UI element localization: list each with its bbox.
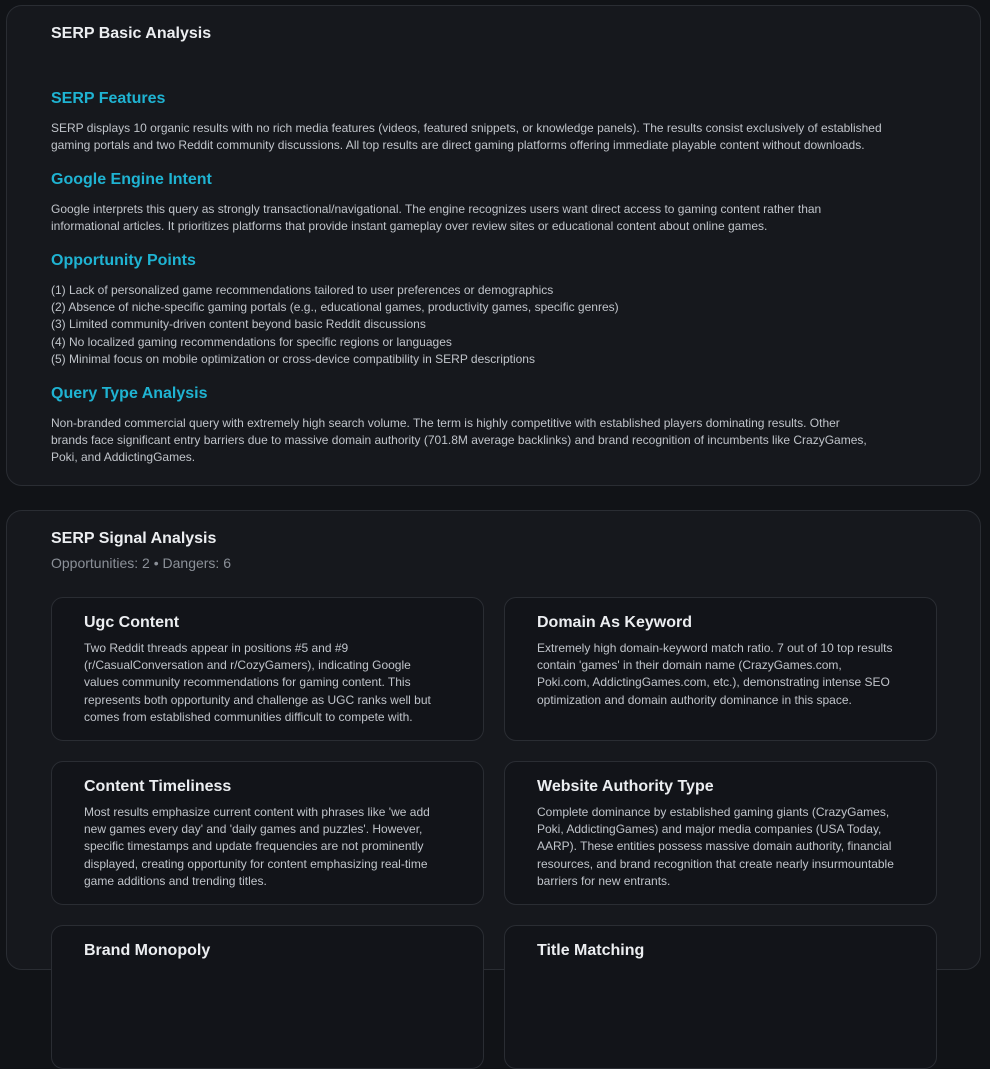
signal-counts-subtitle: Opportunities: 2 • Dangers: 6	[51, 555, 231, 571]
text-line: Complete dominance by established gaming giants (CrazyGames,	[537, 805, 890, 819]
serp-basic-analysis-panel	[6, 5, 981, 486]
text-line: displayed, creating opportunity for content emphasizing real-time	[84, 856, 428, 871]
card-title: Title Matching	[537, 942, 645, 959]
text-line: Most results emphasize current content with phrases like 'we add	[84, 805, 430, 819]
list-item: (2) Absence of niche-specific gaming portals (e.g., educational games, productivity games, specific genres)	[51, 300, 619, 315]
card-body	[84, 640, 464, 726]
signal-card-website-authority-type	[504, 761, 937, 905]
text-line: Google interprets this query as strongly transactional/navigational. The engine recognizes users want direct access to gaming content rather than	[51, 202, 822, 216]
text-line: informational articles. It prioritizes platforms that provide instant gameplay over review sites or educational content about online games.	[51, 219, 768, 234]
serp-signal-analysis-panel	[6, 510, 981, 970]
card-title: Brand Monopoly	[84, 942, 211, 959]
text-line: Two Reddit threads appear in positions #5 and #9	[84, 641, 349, 655]
list-item: (4) No localized gaming recommendations for specific regions or languages	[51, 334, 452, 349]
card-title: Domain As Keyword	[537, 614, 692, 631]
list-item: (1) Lack of personalized game recommendations tailored to user preferences or demographics	[51, 283, 554, 297]
text-line: optimization and domain authority dominance in this space.	[537, 692, 852, 707]
signal-card-brand-monopoly	[51, 925, 484, 1069]
section-body-serp-features	[51, 120, 941, 154]
text-line: Extremely high domain-keyword match ratio. 7 out of 10 top results	[537, 641, 893, 655]
text-line: barriers for new entrants.	[537, 873, 671, 888]
list-item: (5) Minimal focus on mobile optimization or cross-device compatibility in SERP descriptions	[51, 351, 535, 366]
text-line: Poki.com, AddictingGames.com, etc.), demonstrating intense SEO	[537, 675, 890, 690]
panel-title: SERP Basic Analysis	[51, 25, 212, 42]
text-line: values community recommendations for gaming content. This	[84, 675, 411, 690]
text-line: Poki, AddictingGames) and major media companies (USA Today,	[537, 822, 882, 837]
list-item: (3) Limited community-driven content beyond basic Reddit discussions	[51, 317, 426, 332]
card-body	[537, 640, 917, 709]
section-title-serp-features: SERP Features	[51, 90, 166, 107]
section-title-query-type-analysis: Query Type Analysis	[51, 385, 208, 402]
section-body-google-engine-intent	[51, 201, 941, 235]
card-title: Content Timeliness	[84, 778, 232, 795]
text-line: Poki, and AddictingGames.	[51, 450, 196, 465]
text-line: SERP displays 10 organic results with no rich media features (videos, featured snippets, or knowledge panels). The results consist exclusively of established	[51, 121, 882, 135]
section-body-opportunity-points	[51, 282, 941, 368]
text-line: game additions and trending titles.	[84, 873, 267, 888]
panel-title: SERP Signal Analysis	[51, 530, 217, 547]
section-title-opportunity-points: Opportunity Points	[51, 252, 196, 269]
text-line: (r/CasualConversation and r/CozyGamers), indicating Google	[84, 658, 411, 673]
card-body	[537, 804, 917, 890]
text-line: AARP). These entities possess massive domain authority, financial	[537, 839, 892, 854]
section-title-google-engine-intent: Google Engine Intent	[51, 171, 212, 188]
text-line: brands face significant entry barriers due to massive domain authority (701.8M average backlinks) and brand recognition of incumbents like CrazyGames,	[51, 433, 867, 448]
text-line: comes from established communities difficult to compete with.	[84, 709, 413, 724]
section-body-query-type-analysis	[51, 415, 941, 467]
text-line: specific timestamps and update frequencies are not prominently	[84, 839, 424, 854]
text-line: contain 'games' in their domain name (CrazyGames.com,	[537, 658, 842, 673]
signal-card-title-matching	[504, 925, 937, 1069]
text-line: Non-branded commercial query with extremely high search volume. The term is highly competitive with established players dominating results. Other	[51, 416, 840, 430]
text-line: represents both opportunity and challenge as UGC ranks well but	[84, 692, 431, 707]
signal-card-ugc-content	[51, 597, 484, 741]
signal-card-domain-as-keyword	[504, 597, 937, 741]
text-line: gaming portals and two Reddit community discussions. All top results are direct gaming platforms offering immediate playable content without downloads.	[51, 138, 865, 153]
card-title: Ugc Content	[84, 614, 180, 631]
text-line: new games every day' and 'daily games and puzzles'. However,	[84, 822, 423, 837]
text-line: resources, and brand recognition that create nearly insurmountable	[537, 856, 894, 871]
signal-card-content-timeliness	[51, 761, 484, 905]
card-body	[84, 804, 464, 890]
card-title: Website Authority Type	[537, 778, 714, 795]
